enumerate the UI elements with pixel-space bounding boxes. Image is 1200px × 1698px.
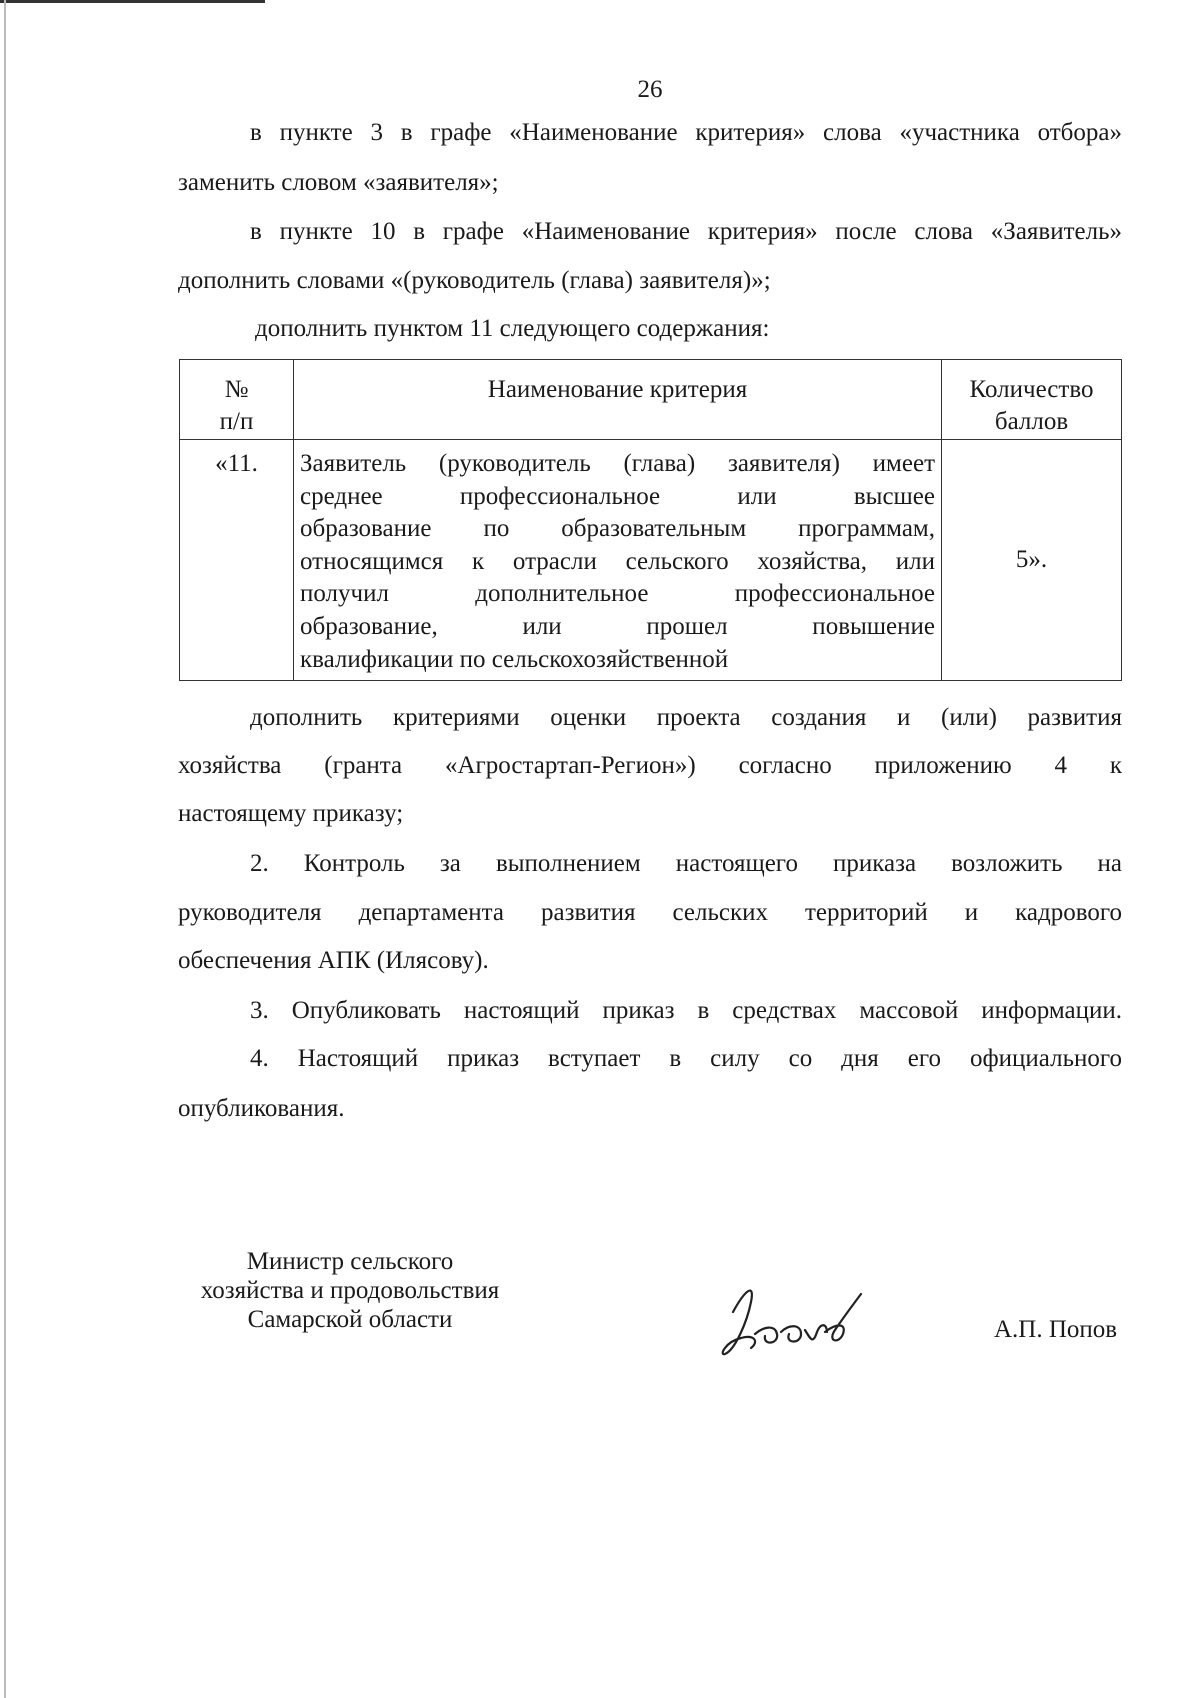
signer-name: А.П. Попов: [994, 1316, 1118, 1343]
page-number: 26: [637, 76, 663, 103]
paragraph-line: в пункте 10 в графе «Наименование критерия» после слова «Заявитель»: [250, 218, 1122, 245]
paragraph-line: в пункте 3 в графе «Наименование критерия» слова «участника отбора»: [250, 119, 1122, 146]
paragraph-line: дополнить критериями оценки проекта создания и (или) развития: [250, 704, 1122, 731]
header-criterion-name: Наименование критерия: [294, 360, 942, 440]
row-number: «11.: [180, 440, 294, 681]
scan-left-edge: [4, 0, 6, 1698]
paragraph-line: дополнить пунктом 11 следующего содержания:: [255, 315, 770, 342]
table-row: [180, 440, 1122, 681]
row-points: 5».: [942, 440, 1122, 681]
paragraph-line: заменить словом «заявителя»;: [178, 169, 499, 196]
paragraph-line: опубликования.: [178, 1095, 345, 1122]
paragraph-line: руководителя департамента развития сельских территорий и кадрового: [178, 899, 1122, 926]
row-criterion-text: Заявитель (руководитель (глава) заявителя) имеет среднее профессиональное или высшее образование по образовательным программам, относящимся к отрасли сельского хозяйства, или получил дополнительное профессиональное образование, или прошел повышение квалификации по сельскохозяйственной: [294, 440, 942, 681]
paragraph-line: дополнить словами «(руководитель (глава) заявителя)»;: [178, 267, 771, 294]
header-number: № п/п: [180, 360, 294, 440]
table-header-row: [180, 360, 1122, 440]
signatory-title: Министр сельского хозяйства и продовольствия Самарской области: [200, 1248, 500, 1333]
paragraph-line: 2. Контроль за выполнением настоящего приказа возложить на: [250, 850, 1122, 877]
handwritten-signature: [685, 1272, 885, 1362]
paragraph-line: 3. Опубликовать настоящий приказ в средствах массовой информации.: [250, 997, 1122, 1024]
paragraph-line: 4. Настоящий приказ вступает в силу со дня его официального: [250, 1045, 1122, 1072]
paragraph-line: настоящему приказу;: [178, 800, 404, 827]
paragraph-line: обеспечения АПК (Илясову).: [178, 947, 489, 974]
paragraph-line: хозяйства (гранта «Агростартап-Регион») согласно приложению 4 к: [178, 752, 1122, 779]
header-points: Количество баллов: [942, 360, 1122, 440]
scan-edge-mark: [0, 0, 265, 3]
criteria-table: [179, 359, 1122, 681]
